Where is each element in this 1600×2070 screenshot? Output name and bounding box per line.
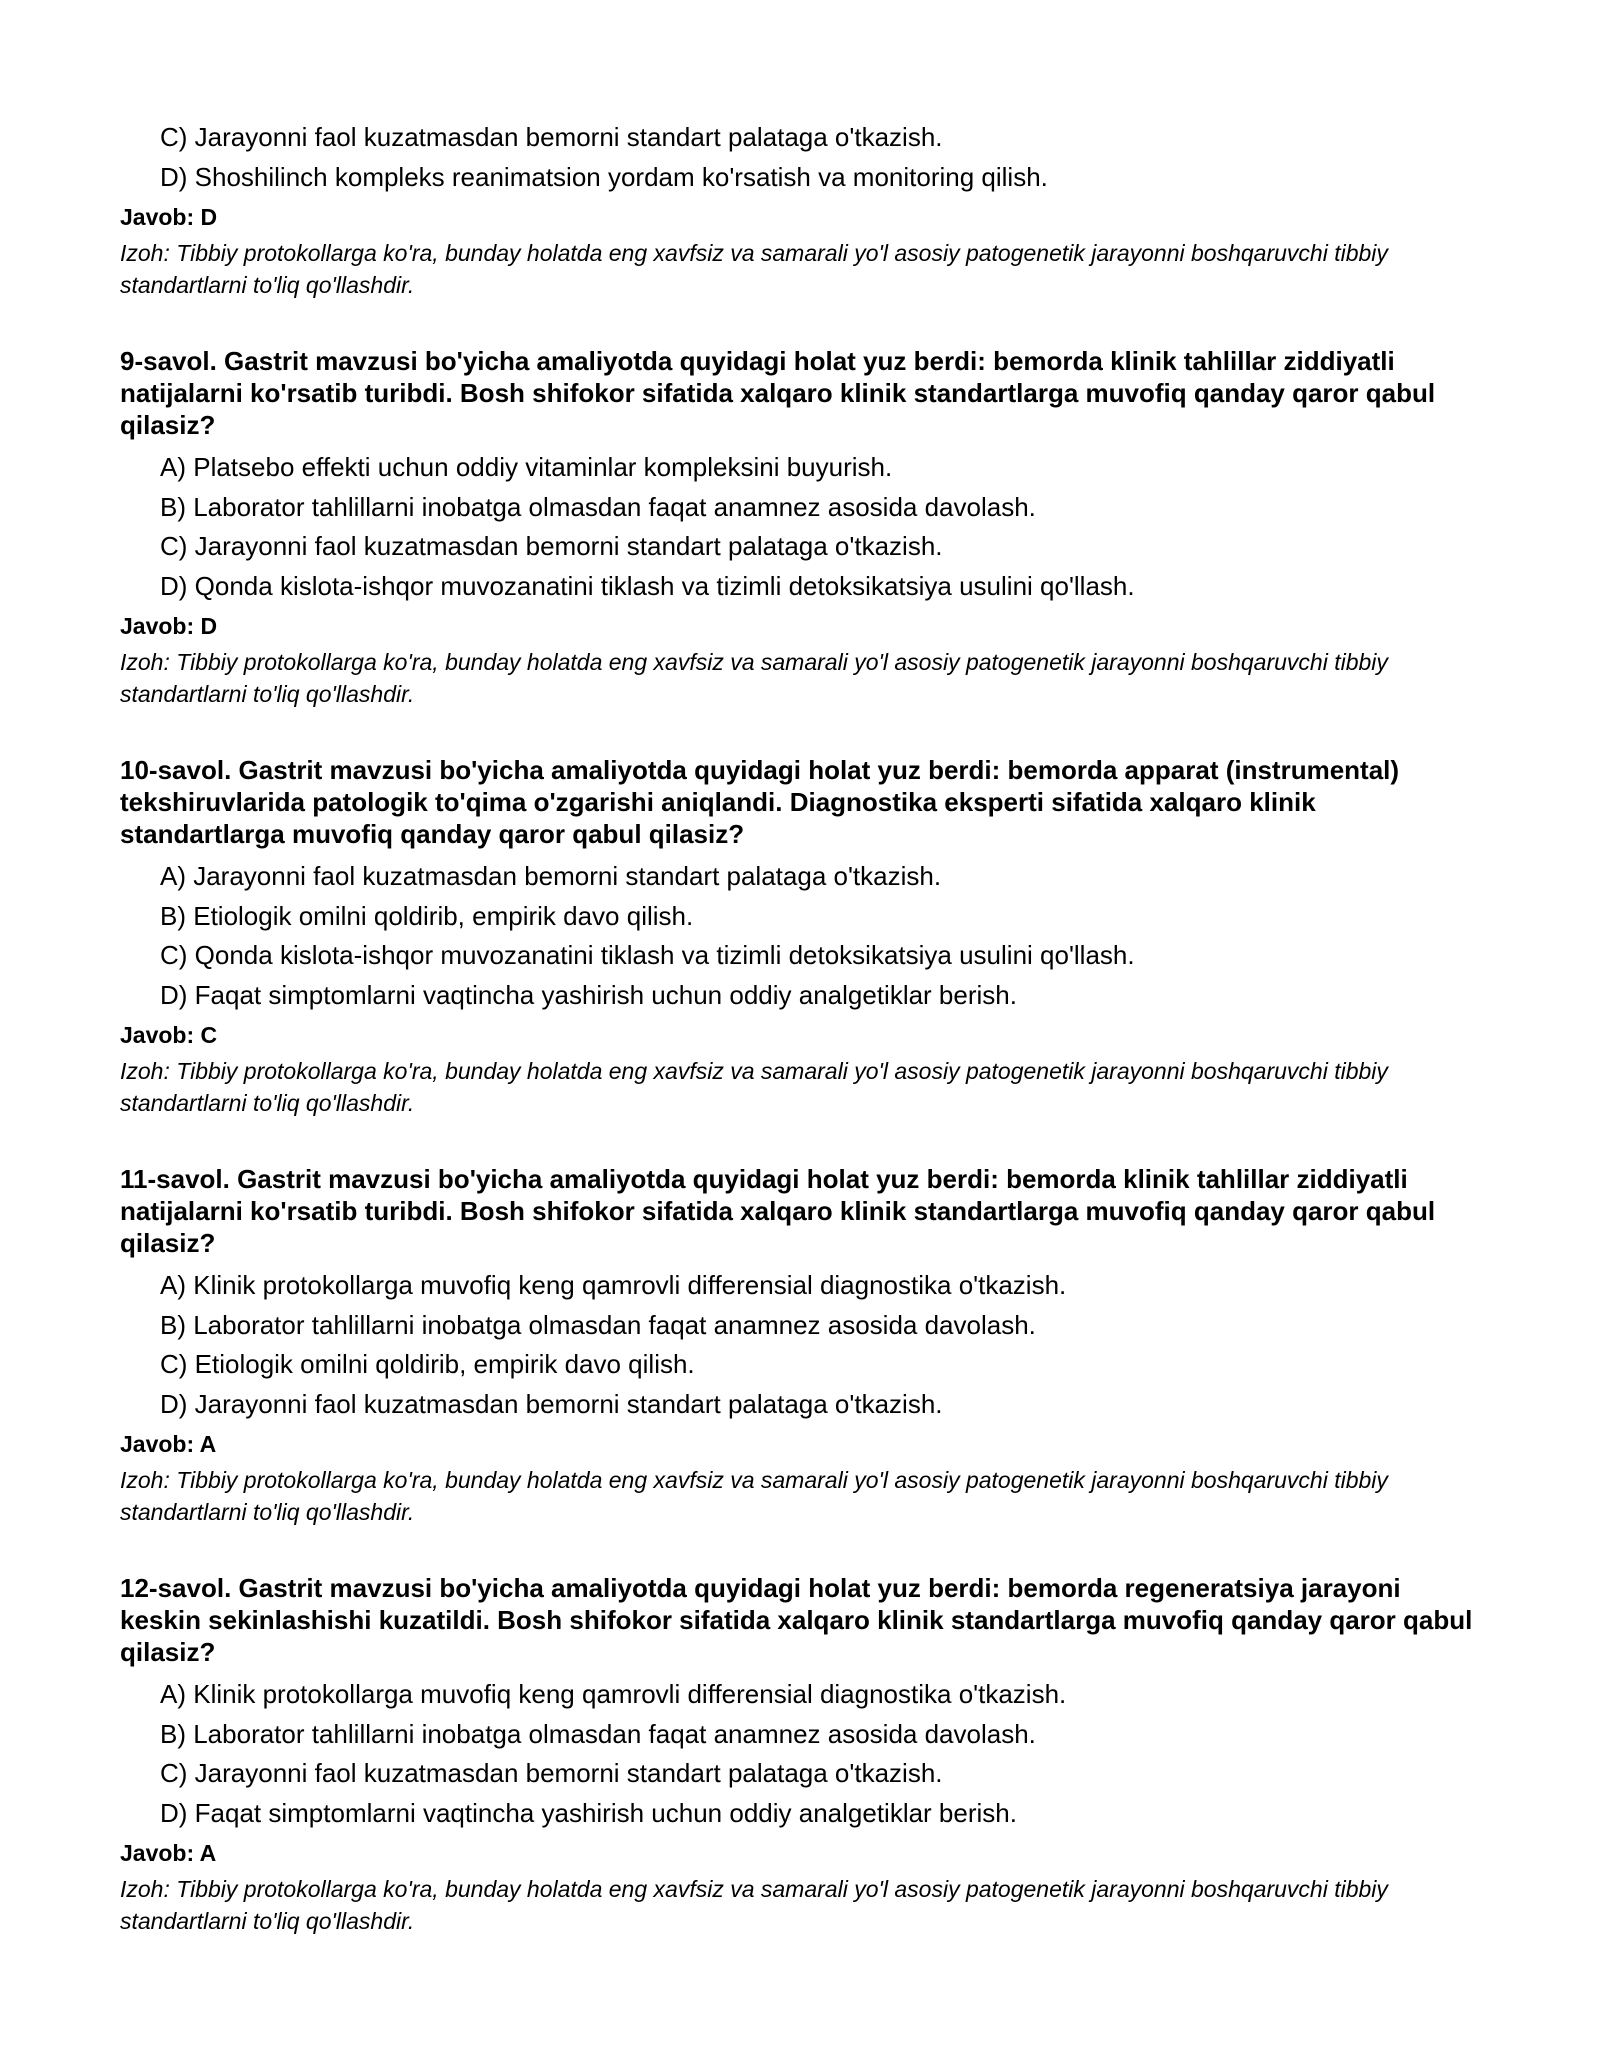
explanation-note: Izoh: Tibbiy protokollarga ko'ra, bunday holatda eng xavfsiz va samarali yo'l asosiy patogenetik jarayonni boshqaruvchi tibbiy standartlarni to'liq qo'llashdir. [120,1058,1388,1116]
question-title: 12-savol. Gastrit mavzusi bo'yicha amaliyotda quyidagi holat yuz berdi: bemorda regeneratsiya jarayoni keskin sekinlashishi kuzatildi. Bosh shifokor sifatida xalqaro klinik standartlarga muvofiq qanday qaror qabul qilasiz? [120,1573,1473,1667]
option-d: D) Jarayonni faol kuzatmasdan bemorni standart palataga o'tkazish. [160,1388,943,1419]
option-b: B) Laborator tahlillarni inobatga olmasdan faqat anamnez asosida davolash. [160,491,1036,522]
question-title: 10-savol. Gastrit mavzusi bo'yicha amaliyotda quyidagi holat yuz berdi: bemorda apparat (instrumental) tekshiruvlarida patologik to'qima o'zgarishi aniqlandi. Diagnostika eksperti sifatida xalqaro klinik standartlarga muvofiq qanday qaror qabul qilasiz? [120,755,1400,849]
explanation-note: Izoh: Tibbiy protokollarga ko'ra, bunday holatda eng xavfsiz va samarali yo'l asosiy patogenetik jarayonni boshqaruvchi tibbiy standartlarni to'liq qo'llashdir. [120,649,1388,707]
option-a: A) Jarayonni faol kuzatmasdan bemorni standart palataga o'tkazish. [160,861,942,891]
explanation-note: Izoh: Tibbiy protokollarga ko'ra, bunday holatda eng xavfsiz va samarali yo'l asosiy patogenetik jarayonni boshqaruvchi tibbiy standartlarni to'liq qo'llashdir. [120,1876,1388,1934]
option-b: B) Laborator tahlillarni inobatga olmasdan faqat anamnez asosida davolash. [160,1309,1036,1340]
options-list [120,1675,1480,1833]
options-list [120,857,1480,1015]
option-b: B) Etiologik omilni qoldirib, empirik davo qilish. [160,900,694,931]
option-c: C) Etiologik omilni qoldirib, empirik davo qilish. [160,1349,695,1379]
question-title: 9-savol. Gastrit mavzusi bo'yicha amaliyotda quyidagi holat yuz berdi: bemorda klinik tahlillar ziddiyatli natijalarni ko'rsatib turibdi. Bosh shifokor sifatida xalqaro klinik standartlarga muvofiq qanday qaror qabul qilasiz? [120,346,1436,440]
option-c: C) Jarayonni faol kuzatmasdan bemorni standart palataga o'tkazish. [160,122,943,152]
question-block-10 [120,754,1480,1119]
option-d: D) Qonda kislota-ishqor muvozanatini tiklash va tizimli detoksikatsiya usulini qo'llash. [160,570,1135,601]
options-list [120,448,1480,606]
answer-label: Javob: D [120,613,218,639]
question-block-11 [120,1163,1480,1528]
question-title: 11-savol. Gastrit mavzusi bo'yicha amaliyotda quyidagi holat yuz berdi: bemorda klinik tahlillar ziddiyatli natijalarni ko'rsatib turibdi. Bosh shifokor sifatida xalqaro klinik standartlarga muvofiq qanday qaror qabul qilasiz? [120,1164,1436,1258]
option-c: C) Qonda kislota-ishqor muvozanatini tiklash va tizimli detoksikatsiya usulini qo'llash. [160,940,1135,970]
option-d: D) Faqat simptomlarni vaqtincha yashirish uchun oddiy analgetiklar berish. [160,979,1017,1010]
question-block-9 [120,345,1480,710]
explanation-note: Izoh: Tibbiy protokollarga ko'ra, bunday holatda eng xavfsiz va samarali yo'l asosiy patogenetik jarayonni boshqaruvchi tibbiy standartlarni to'liq qo'llashdir. [120,1467,1388,1525]
option-a: A) Klinik protokollarga muvofiq keng qamrovli differensial diagnostika o'tkazish. [160,1679,1067,1709]
option-b: B) Laborator tahlillarni inobatga olmasdan faqat anamnez asosida davolash. [160,1718,1036,1749]
option-c: C) Jarayonni faol kuzatmasdan bemorni standart palataga o'tkazish. [160,1758,943,1788]
option-a: A) Platsebo effekti uchun oddiy vitaminlar kompleksini buyurish. [160,452,893,482]
answer-label: Javob: C [120,1022,218,1048]
answer-label: Javob: A [120,1840,217,1866]
carryover-block [120,118,1480,301]
options-list [120,1266,1480,1424]
answer-label: Javob: D [120,204,218,230]
option-c: C) Jarayonni faol kuzatmasdan bemorni standart palataga o'tkazish. [160,531,943,561]
options-list [120,118,1480,197]
answer-label: Javob: A [120,1431,217,1457]
option-d: D) Shoshilinch kompleks reanimatsion yordam ko'rsatish va monitoring qilish. [160,161,1048,192]
explanation-note: Izoh: Tibbiy protokollarga ko'ra, bunday holatda eng xavfsiz va samarali yo'l asosiy patogenetik jarayonni boshqaruvchi tibbiy standartlarni to'liq qo'llashdir. [120,240,1388,298]
question-block-12 [120,1572,1480,1937]
option-a: A) Klinik protokollarga muvofiq keng qamrovli differensial diagnostika o'tkazish. [160,1270,1067,1300]
option-d: D) Faqat simptomlarni vaqtincha yashirish uchun oddiy analgetiklar berish. [160,1797,1017,1828]
